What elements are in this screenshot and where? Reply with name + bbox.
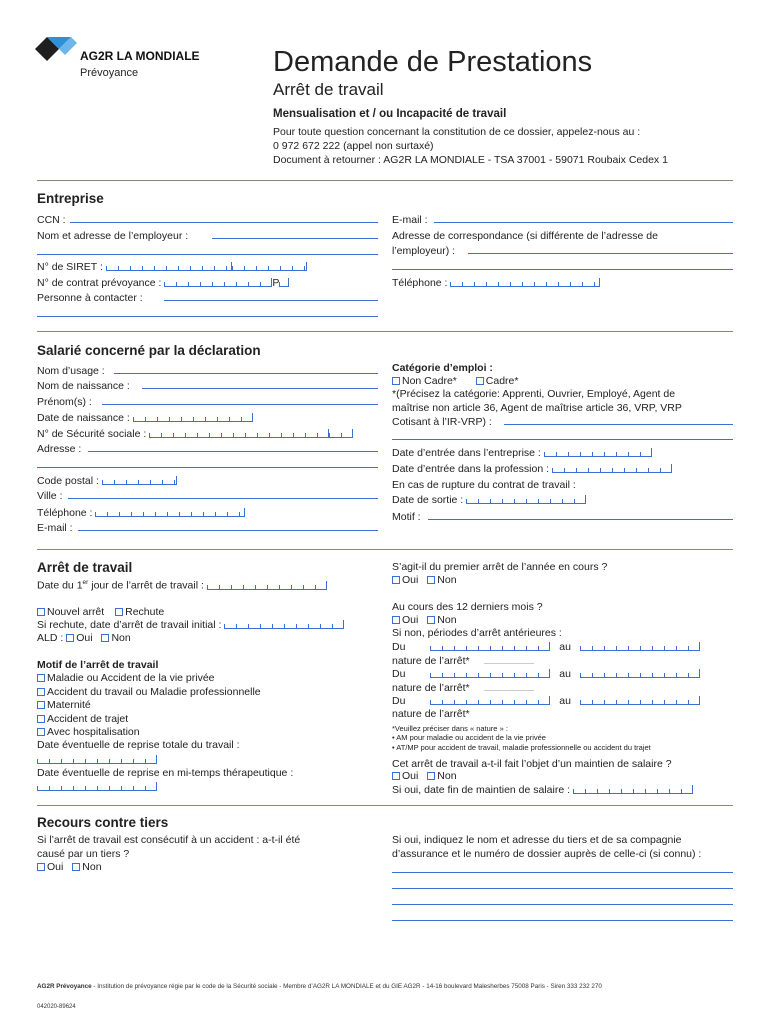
ald-oui-label: Oui	[76, 632, 93, 644]
non-cadre-checkbox[interactable]	[392, 377, 400, 385]
page-title: Demande de Prestations	[273, 46, 593, 78]
motif-label: Maternité	[47, 699, 91, 711]
motif-checkbox[interactable]	[37, 688, 45, 696]
label-postal-code	[37, 475, 177, 487]
recours-oui-checkbox[interactable]	[37, 863, 45, 871]
category-field[interactable]	[504, 424, 733, 425]
period-from-cells[interactable]	[430, 669, 550, 678]
category-note-3: Cotisant à l’IR-VRP) :	[392, 416, 492, 428]
siret-label: N° de SIRET :	[37, 261, 103, 273]
first-of-year-non-label: Non	[437, 574, 457, 586]
period-row-3	[392, 695, 733, 707]
full-return-cells[interactable]	[37, 755, 157, 764]
au-label: au	[559, 695, 571, 707]
contract-cells[interactable]	[164, 278, 272, 287]
page-subtitle: Arrêt de travail	[273, 80, 384, 99]
recours-question-2: causé par un tiers ?	[37, 848, 130, 860]
recours-instruction-1: Si oui, indiquez le nom et adresse du tiers et de sa compagnie	[392, 834, 682, 846]
first-day-cells[interactable]	[207, 581, 327, 590]
third-party-field-4[interactable]	[392, 920, 733, 921]
siret-cells[interactable]	[106, 262, 232, 271]
footer-legal	[37, 983, 602, 990]
motif-label: Maladie ou Accident de la vie privée	[47, 672, 215, 684]
contract-suffix: P	[272, 277, 280, 289]
birth-name-field[interactable]	[142, 388, 378, 389]
du-label: Du	[392, 641, 406, 653]
first-of-year-non-checkbox[interactable]	[427, 576, 435, 584]
relapse-date-label: Si rechute, date d’arrêt de travail initial :	[37, 619, 222, 631]
hire-date-cells[interactable]	[544, 448, 652, 457]
rechute-label: Rechute	[125, 606, 165, 618]
twelve-months-oui-label: Oui	[402, 614, 419, 626]
third-party-field-3[interactable]	[392, 904, 733, 905]
label-employer: Nom et adresse de l’employeur :	[37, 230, 189, 242]
recours-question-1: Si l’arrêt de travail est consécutif à un accident : a-t-il été	[37, 834, 301, 846]
period-row-1	[392, 641, 733, 653]
category-note-2: maîtrise non article 36, Agent de maîtrise article 36, VRP, VRP	[392, 402, 682, 414]
label-usage-name: Nom d’usage :	[37, 365, 105, 377]
reason-field[interactable]	[428, 519, 733, 520]
first-day-sup: er	[82, 579, 89, 586]
label-city: Ville :	[37, 490, 63, 502]
part-time-return-cells[interactable]	[37, 782, 157, 791]
ald-non-checkbox[interactable]	[101, 634, 109, 642]
address-field-2[interactable]	[37, 467, 378, 468]
separator	[37, 331, 733, 332]
address-field-1[interactable]	[88, 451, 378, 452]
label-first-names: Prénom(s) :	[37, 396, 92, 408]
document-reference: 042020-89624	[37, 1004, 76, 1010]
category-options	[392, 375, 518, 387]
label-phone-employee	[37, 507, 245, 519]
label-phone-company	[392, 277, 600, 289]
label-siret	[37, 261, 307, 273]
phone-company-label: Téléphone :	[392, 277, 448, 289]
full-return-row	[37, 754, 157, 766]
label-ccn: CCN :	[37, 214, 66, 226]
du-label: Du	[392, 695, 406, 707]
non-cadre-label: Non Cadre*	[402, 375, 457, 387]
contract-label: N° de contrat prévoyance :	[37, 277, 162, 289]
cadre-checkbox[interactable]	[476, 377, 484, 385]
maintenance-end-cells[interactable]	[573, 785, 693, 794]
maintenance-oui-label: Oui	[402, 770, 419, 782]
email-employee-field[interactable]	[78, 530, 378, 531]
section-title-entreprise: Entreprise	[37, 191, 104, 206]
label-twelve-months: Au cours des 12 derniers mois ?	[392, 601, 543, 613]
motif-checkbox[interactable]	[37, 728, 45, 736]
third-party-field-2[interactable]	[392, 888, 733, 889]
section-title-recours: Recours contre tiers	[37, 815, 169, 830]
label-reason: Motif :	[392, 511, 421, 523]
form-type: Mensualisation et / ou Incapacité de travail	[273, 108, 507, 120]
label-category: Catégorie d’emploi :	[392, 362, 493, 374]
section-title-arret: Arrêt de travail	[37, 560, 133, 575]
footer-text: - Institution de prévoyance régie par le code de la Sécurité sociale - Membre d’AG2R LA MONDIALE et du GIE AG2R - 14-16 boulevard Malesherbes 75008 Paris - Siren 333 232 270	[91, 983, 602, 990]
social-security-label: N° de Sécurité sociale :	[37, 428, 147, 440]
motif-checkbox[interactable]	[37, 701, 45, 709]
recours-oui-label: Oui	[47, 861, 64, 873]
exit-date-label: Date de sortie :	[392, 494, 464, 506]
maintenance-non-checkbox[interactable]	[427, 772, 435, 780]
au-label: au	[559, 641, 571, 653]
brand-name: AG2R LA MONDIALE	[80, 49, 200, 63]
correspondence-field-1[interactable]	[468, 253, 733, 254]
motif-label: Accident du travail ou Maladie professionnelle	[47, 686, 261, 698]
period-from-cells[interactable]	[430, 696, 550, 705]
label-full-return: Date éventuelle de reprise totale du travail :	[37, 739, 240, 751]
first-of-year-oui-checkbox[interactable]	[392, 576, 400, 584]
phone-employee-label: Téléphone :	[37, 507, 93, 519]
label-relapse-date	[37, 619, 344, 631]
category-note-1: *(Précisez la catégorie: Apprenti, Ouvrier, Employé, Agent de	[392, 388, 676, 400]
first-day-label-a: Date du 1	[37, 579, 83, 592]
nature-field[interactable]	[484, 690, 534, 691]
contact-info-2: 0 972 672 222 (appel non surtaxé)	[273, 140, 434, 152]
ald-row	[37, 632, 131, 644]
period-nature-2: nature de l’arrêt*	[392, 682, 470, 694]
nature-field[interactable]	[484, 663, 534, 664]
correspondence-field-2[interactable]	[392, 269, 733, 270]
email-company-field[interactable]	[434, 222, 733, 223]
nature-note-2: • AM pour maladie ou accident de la vie privée	[392, 733, 546, 742]
separator	[37, 549, 733, 550]
category-field-2[interactable]	[392, 439, 733, 440]
nature-note-1: *Veuillez préciser dans « nature » :	[392, 724, 508, 733]
du-label: Du	[392, 668, 406, 680]
usage-name-field[interactable]	[114, 373, 378, 374]
relapse-date-cells[interactable]	[224, 620, 344, 629]
label-first-day	[37, 579, 327, 592]
city-field[interactable]	[68, 498, 378, 499]
social-security-cells[interactable]	[149, 429, 329, 438]
twelve-months-options	[392, 614, 457, 626]
ald-non-label: Non	[111, 632, 131, 644]
ald-oui-checkbox[interactable]	[66, 634, 74, 642]
contact-person-field[interactable]	[164, 300, 378, 301]
first-of-year-options	[392, 574, 457, 586]
rechute-checkbox[interactable]	[115, 608, 123, 616]
recours-non-checkbox[interactable]	[72, 863, 80, 871]
recours-options	[37, 861, 102, 873]
phone-company-cells[interactable]	[450, 278, 600, 287]
label-previous-periods: Si non, périodes d’arrêt antérieures :	[392, 627, 562, 639]
contact-person-field-2[interactable]	[37, 316, 378, 317]
twelve-months-non-checkbox[interactable]	[427, 616, 435, 624]
contract-cells-2[interactable]	[279, 278, 289, 287]
maintenance-non-label: Non	[437, 770, 457, 782]
period-to-cells[interactable]	[580, 696, 700, 705]
ald-label: ALD :	[37, 632, 64, 644]
label-correspondence-1: Adresse de correspondance (si différente de l’adresse de	[392, 230, 658, 242]
social-security-key-cells[interactable]	[329, 429, 353, 438]
twelve-months-oui-checkbox[interactable]	[392, 616, 400, 624]
section-title-salarie: Salarié concerné par la déclaration	[37, 343, 261, 358]
first-of-year-oui-label: Oui	[402, 574, 419, 586]
motif-option-2	[37, 686, 261, 698]
nouvel-arret-label: Nouvel arrêt	[47, 606, 105, 618]
siret-cells-2[interactable]	[232, 262, 307, 271]
period-row-2	[392, 668, 733, 680]
label-contract	[37, 277, 289, 289]
motif-option-1	[37, 672, 215, 684]
separator	[37, 180, 733, 181]
nature-note-3: • AT/MP pour accident de travail, maladie professionnelle ou accident du trajet	[392, 743, 651, 752]
motif-option-3	[37, 699, 91, 711]
birth-date-cells[interactable]	[133, 413, 253, 422]
label-correspondence-2: l’employeur) :	[392, 245, 456, 257]
label-salary-maintenance: Cet arrêt de travail a-t-il fait l’objet d’un maintien de salaire ?	[392, 758, 672, 770]
recours-instruction-2: d’assurance et le numéro de dossier auprès de celle-ci (si connu) :	[392, 848, 702, 860]
profession-date-cells[interactable]	[552, 464, 672, 473]
footer-brand: AG2R Prévoyance	[37, 983, 92, 990]
label-birth-date	[37, 412, 253, 424]
twelve-months-non-label: Non	[437, 614, 457, 626]
new-or-relapse	[37, 606, 164, 618]
postal-code-label: Code postal :	[37, 475, 99, 487]
hire-date-label: Date d’entrée dans l’entreprise :	[392, 447, 541, 459]
label-email-employee: E-mail :	[37, 522, 73, 534]
label-birth-name: Nom de naissance :	[37, 380, 130, 392]
birth-date-label: Date de naissance :	[37, 412, 130, 424]
return-address: Document à retourner : AG2R LA MONDIALE - TSA 37001 - 59071 Roubaix Cedex 1	[273, 154, 668, 166]
motif-checkbox[interactable]	[37, 674, 45, 682]
period-to-cells[interactable]	[580, 669, 700, 678]
label-email-company: E-mail :	[392, 214, 428, 226]
label-profession-date	[392, 463, 672, 475]
separator	[37, 805, 733, 806]
label-contract-rupture: En cas de rupture du contrat de travail :	[392, 479, 576, 491]
recours-non-label: Non	[82, 861, 102, 873]
label-contact-person: Personne à contacter :	[37, 292, 143, 304]
employer-field-2[interactable]	[37, 254, 378, 255]
brand-subtitle: Prévoyance	[80, 67, 139, 79]
postal-code-cells[interactable]	[102, 476, 177, 485]
brand-logo-icon	[35, 35, 77, 63]
motif-checkbox[interactable]	[37, 715, 45, 723]
period-to-cells[interactable]	[580, 642, 700, 651]
label-maintenance-end	[392, 784, 693, 796]
period-nature-1: nature de l’arrêt*	[392, 655, 470, 667]
part-time-return-row	[37, 781, 157, 793]
cadre-label: Cadre*	[485, 375, 519, 387]
exit-date-cells[interactable]	[466, 495, 586, 504]
profession-date-label: Date d’entrée dans la profession :	[392, 463, 550, 475]
label-social-security	[37, 428, 353, 440]
maintenance-oui-checkbox[interactable]	[392, 772, 400, 780]
phone-employee-cells[interactable]	[95, 508, 245, 517]
first-names-field[interactable]	[102, 404, 378, 405]
au-label: au	[559, 668, 571, 680]
motif-label: Avec hospitalisation	[47, 726, 140, 738]
salary-maintenance-options	[392, 770, 457, 782]
label-part-time-return: Date éventuelle de reprise en mi-temps thérapeutique :	[37, 767, 294, 779]
motif-label: Accident de trajet	[47, 713, 129, 725]
first-day-label-b: jour de l’arrêt de travail :	[88, 579, 204, 592]
third-party-field-1[interactable]	[392, 872, 733, 873]
motif-heading: Motif de l’arrêt de travail	[37, 659, 159, 671]
label-address: Adresse :	[37, 443, 82, 455]
label-exit-date	[392, 494, 586, 506]
maintenance-end-label: Si oui, date fin de maintien de salaire :	[392, 784, 571, 796]
ccn-field[interactable]	[70, 222, 378, 223]
motif-option-4	[37, 713, 128, 725]
nouvel-arret-checkbox[interactable]	[37, 608, 45, 616]
label-first-of-year: S’agit-il du premier arrêt de l’année en cours ?	[392, 561, 608, 573]
motif-option-5	[37, 726, 140, 738]
period-nature-3: nature de l’arrêt*	[392, 708, 470, 720]
employer-field-1[interactable]	[212, 238, 378, 239]
label-hire-date	[392, 447, 652, 459]
period-from-cells[interactable]	[430, 642, 550, 651]
contact-info-1: Pour toute question concernant la constitution de ce dossier, appelez-nous au :	[273, 126, 641, 138]
